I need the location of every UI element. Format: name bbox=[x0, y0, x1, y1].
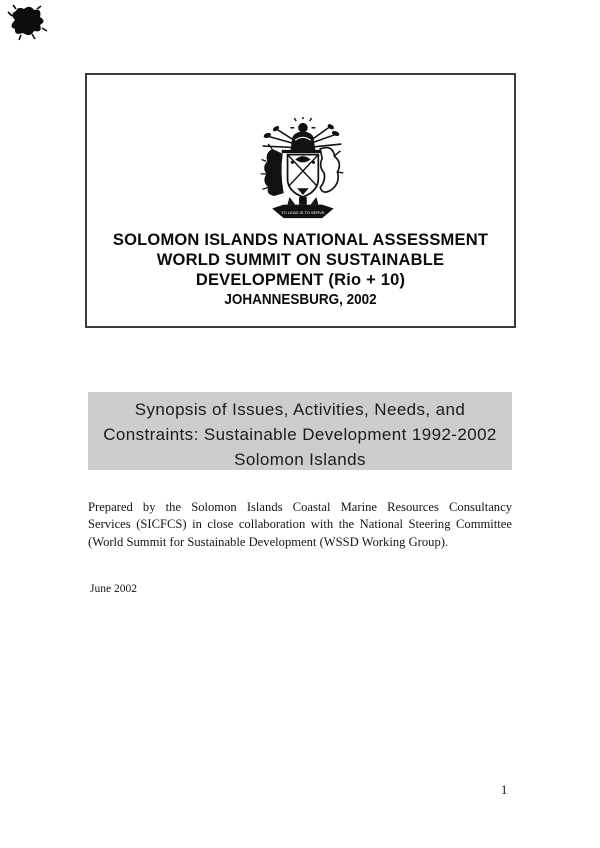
date-label: June 2002 bbox=[90, 583, 137, 595]
title-line-1: SOLOMON ISLANDS NATIONAL ASSESSMENT bbox=[112, 231, 489, 249]
synopsis-line-3: Solomon Islands bbox=[234, 450, 366, 469]
title-line-3: DEVELOPMENT (Rio + 10) bbox=[195, 271, 406, 289]
synopsis-line-1: Synopsis of Issues, Activities, Needs, and bbox=[134, 400, 466, 419]
prepared-by-line-1: Prepared by the Solomon Islands Coastal Marine Resources Consultancy bbox=[88, 500, 512, 514]
title-box bbox=[85, 73, 516, 328]
ink-smudge-artifact bbox=[7, 4, 49, 42]
coat-of-arms-motto: TO LEAD IS TO SERVE bbox=[280, 209, 325, 215]
prepared-by-paragraph bbox=[88, 499, 512, 551]
title-line-2: WORLD SUMMIT ON SUSTAINABLE bbox=[156, 251, 445, 269]
coat-of-arms-icon bbox=[251, 117, 351, 225]
synopsis-line-2: Constraints: Sustainable Development 1992-2002 bbox=[103, 425, 497, 444]
synopsis-banner bbox=[88, 392, 512, 470]
prepared-by-line-3: (World Summit for Sustainable Development (WSSD Working Group). bbox=[88, 534, 449, 549]
report-title bbox=[87, 230, 514, 310]
title-line-4: JOHANNESBURG, 2002 bbox=[224, 291, 377, 308]
page-number: 1 bbox=[501, 783, 508, 797]
prepared-by-line-2: Services (SICFCS) in close collaboration with the National Steering Committee bbox=[88, 517, 512, 532]
